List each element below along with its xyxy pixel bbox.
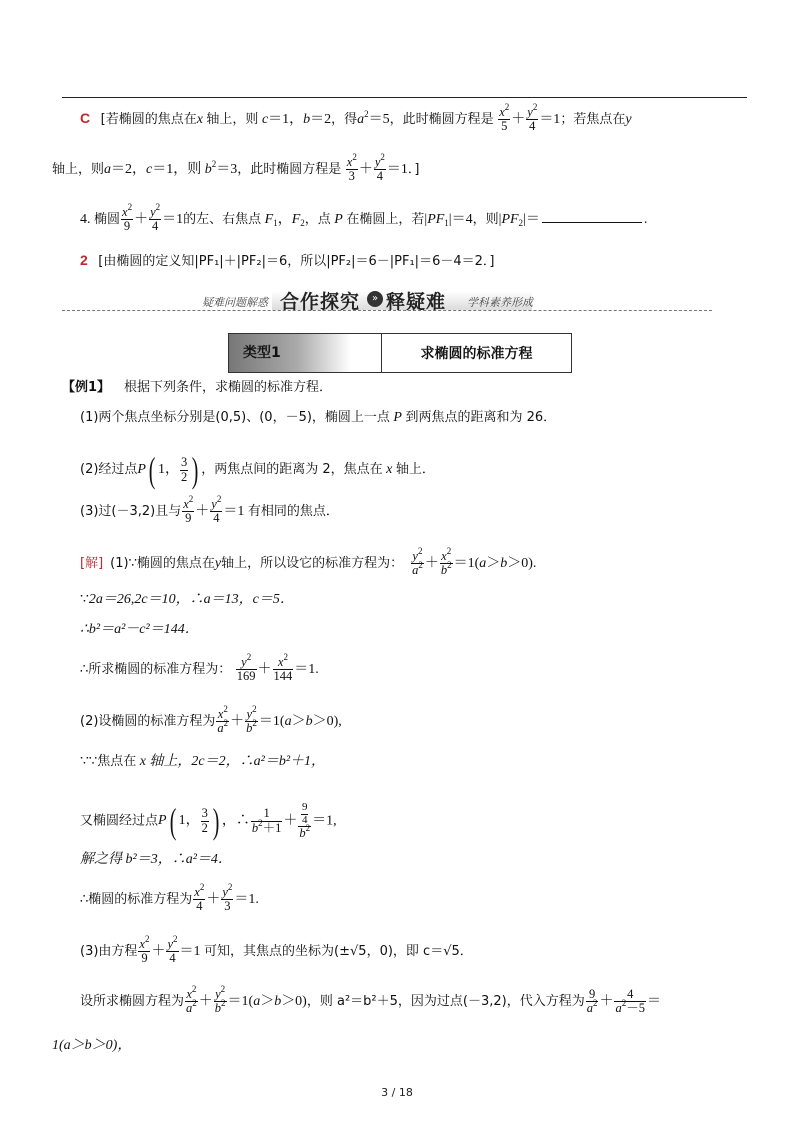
solution-1-step1: ∵2a＝26,2c＝10，∴a＝13，c＝5． bbox=[80, 592, 294, 607]
solution-1-result: ∴所求椭圆的标准方程为： $\frac{y^2}{169}$ ＋ $\frac{x^2}{144}$ ＝1. bbox=[80, 652, 319, 684]
solution-2-setup: (2)设椭圆的标准方程为 $\frac{x^2}{a^2}$ ＋ $\frac{y^2}{b^2}$ ＝1(a＞b＞0), bbox=[80, 704, 342, 736]
example-cond-1: (1)两个焦点坐标分别是(0,5)、(0，－5)，椭圆上一点 P 到两焦点的距离和为 26． bbox=[80, 410, 557, 425]
answer-blank bbox=[542, 210, 642, 223]
fraction: $\frac{x^2}{5}$ bbox=[499, 102, 510, 134]
section-banner bbox=[62, 287, 712, 313]
q3-answer-letter: C bbox=[80, 109, 91, 126]
solution-2-result: ∴椭圆的标准方程为 $\frac{x^2}{4}$ ＋ $\frac{y^2}{3}$ ＝1. bbox=[80, 882, 259, 914]
example-cond-2: (2)经过点 P ( 1， $\frac{3}{2}$ ) ，两焦点间的距离为 2，焦点在 x 轴上． bbox=[80, 450, 435, 490]
example-heading: 【例1】 根据下列条件，求椭圆的标准方程． bbox=[62, 380, 333, 395]
banner-left-text: 疑难问题解惑 bbox=[202, 296, 268, 309]
banner-title-2: 释疑难 bbox=[386, 291, 447, 313]
q3-answer-line2: 轴上，则a＝2，c＝1，则 $b^2=3$，此时椭圆方程是 $\frac{x^2}{3}$ ＋ $\frac{y^2}{4}$ ＝1．] bbox=[52, 152, 420, 184]
solution-1-heading: [解] (1)∵椭圆的焦点在y轴上，所以设它的标准方程为： $\frac{y^2}{a^2}$ ＋ $\frac{x^2}{b^2}$ ＝1(a＞b＞0). bbox=[80, 546, 537, 578]
example-cond-3: (3)过(－3,2)且与 $\frac{x^2}{9}$ ＋ $\frac{y^2}{4}$ ＝1 有相同的焦点． bbox=[80, 494, 339, 526]
type-box bbox=[228, 333, 572, 373]
solution-3-step2: 设所求椭圆方程为 $\frac{x^2}{a^2}$ ＋ $\frac{y^2}{b^2}$ ＝1(a＞b＞0)，则 a²＝b²＋5，因为过点(－3,2)，代入方程为 $\frac{9}{a^2}$ ＋ $\frac{4}{a^2-5}$ ＝ bbox=[80, 984, 661, 1016]
question-4: 4. 椭圆 $\frac{x^2}{9}$ ＋ $\frac{y^2}{4}$ ＝1的左、右焦点 $F_1$，$F_2$，点 P 在椭圆上，若$|PF_1|=4$，则$|PF_2|=$ . bbox=[80, 202, 648, 234]
solution-2-step2: 又椭圆经过点 P ( 1， $\frac{3}{2}$ ) ，∴ $\frac{1}{b^2+1}$ ＋ $\frac{\frac{9}{4}}{b^2}$ ＝1, bbox=[80, 801, 337, 842]
page-number: 3 / 18 bbox=[381, 1086, 413, 1099]
q4-answer-value: 2 bbox=[80, 252, 88, 268]
solution-2-step3: 解之得 b²＝3，∴a²＝4． bbox=[80, 852, 232, 867]
solution-3-step1: (3)由方程 $\frac{x^2}{9}$ ＋ $\frac{y^2}{4}$ ＝1 可知，其焦点的坐标为(±√5，0)，即 c＝√5． bbox=[80, 934, 473, 966]
type-tag: 类型1 bbox=[229, 334, 382, 372]
q3-answer-line1: C [若椭圆的焦点在x 轴上，则 c＝1，b＝2，得$a^2=5$，此时椭圆方程是 $\frac{x^2}{5}$ ＋ $\frac{y^2}{4}$ ＝1；若焦点在y bbox=[80, 102, 632, 134]
solution-label: [解] bbox=[80, 555, 104, 571]
banner-title-1: 合作探究 bbox=[280, 291, 361, 313]
chevron-right-icon: » bbox=[367, 291, 383, 307]
banner-right-text: 学科素养形成 bbox=[467, 296, 533, 309]
solution-3-step3: 1(a＞b＞0)， bbox=[52, 1038, 132, 1053]
q4-answer: 2 [由椭圆的定义知|PF₁|＋|PF₂|＝6，所以|PF₂|＝6－|PF₁|＝6－4＝2．] bbox=[80, 252, 495, 269]
solution-2-step1: ∵∵焦点在 x 轴上，2c＝2，∴a²＝b²＋1， bbox=[80, 754, 326, 769]
solution-1-step2: ∴b²＝a²－c²＝144． bbox=[80, 622, 199, 637]
type-title: 求椭圆的标准方程 bbox=[420, 346, 533, 362]
top-rule bbox=[62, 97, 747, 98]
